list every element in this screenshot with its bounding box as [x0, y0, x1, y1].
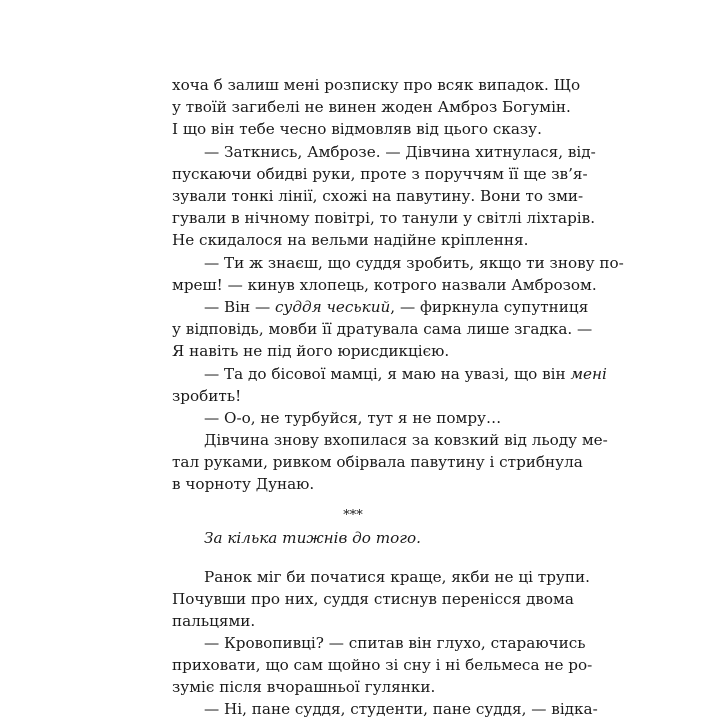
text-line: зробить!: [172, 387, 242, 405]
text-line: в чорноту Дунаю.: [172, 475, 315, 493]
text-line: Я навіть не під його юрисдикцією.: [172, 342, 450, 360]
text-line: мреш! — кинув хлопець, котрого назвали Амброзом.: [172, 276, 597, 294]
text-line: пальцями.: [172, 612, 256, 630]
text-line: зуміє після вчорашньої гулянки.: [172, 678, 436, 696]
section-subtitle: За кілька тижнів до того.: [204, 529, 421, 547]
text-line: у відповідь, мовби її дратувала сама лише згадка. —: [172, 320, 593, 338]
text-line: зували тонкі лінії, схожі на павутину. Вони то зми-: [172, 187, 584, 205]
text-line: пускаючи обидві руки, проте з поруччям її ще зв’я-: [172, 165, 588, 183]
italic-fragment: мені: [570, 365, 607, 383]
text-line: І що він тебе чесно відмовляв від цього сказу.: [172, 120, 542, 138]
text-line-mixed: [204, 363, 607, 385]
text-fragment: — Він —: [204, 298, 275, 316]
text-line: тал руками, ривком обірвала павутину і стрибнула: [172, 453, 583, 471]
text-line: Почувши про них, суддя стиснув перенісся двома: [172, 590, 574, 608]
text-line: Не скидалося на вельми надійне кріплення.: [172, 231, 529, 249]
text-line: — Кровопивці? — спитав він глухо, стараючись: [204, 634, 586, 652]
text-line: гували в нічному повітрі, то танули у світлі ліхтарів.: [172, 209, 596, 227]
text-line: — Ні, пане суддя, студенти, пане суддя, — відка-: [204, 700, 598, 718]
text-line: Ранок міг би початися краще, якби не ці трупи.: [204, 568, 590, 586]
text-line: хоча б залиш мені розписку про всяк випадок. Що: [172, 76, 581, 94]
text-fragment: — Та до бісової мамці, я маю на увазі, що він: [204, 365, 571, 383]
text-line: — Заткнись, Амброзе. — Дівчина хитнулася, від-: [204, 143, 596, 161]
section-separator: ***: [343, 508, 363, 523]
text-line: — О-о, не турбуйся, тут я не помру…: [204, 409, 502, 427]
italic-fragment: суддя чеський: [275, 298, 391, 316]
text-line: у твоїй загибелі не винен жоден Амброз Богумін.: [172, 98, 571, 116]
text-line: приховати, що сам щойно зі сну і ні бельмеса не ро-: [172, 656, 593, 674]
text-fragment: , — фиркнула супутниця: [390, 298, 589, 316]
text-line-mixed: [204, 296, 589, 318]
text-line: Дівчина знову вхопилася за ковзкий від льоду ме-: [204, 431, 608, 449]
text-line: — Ти ж знаєш, що суддя зробить, якщо ти знову по-: [204, 254, 624, 272]
